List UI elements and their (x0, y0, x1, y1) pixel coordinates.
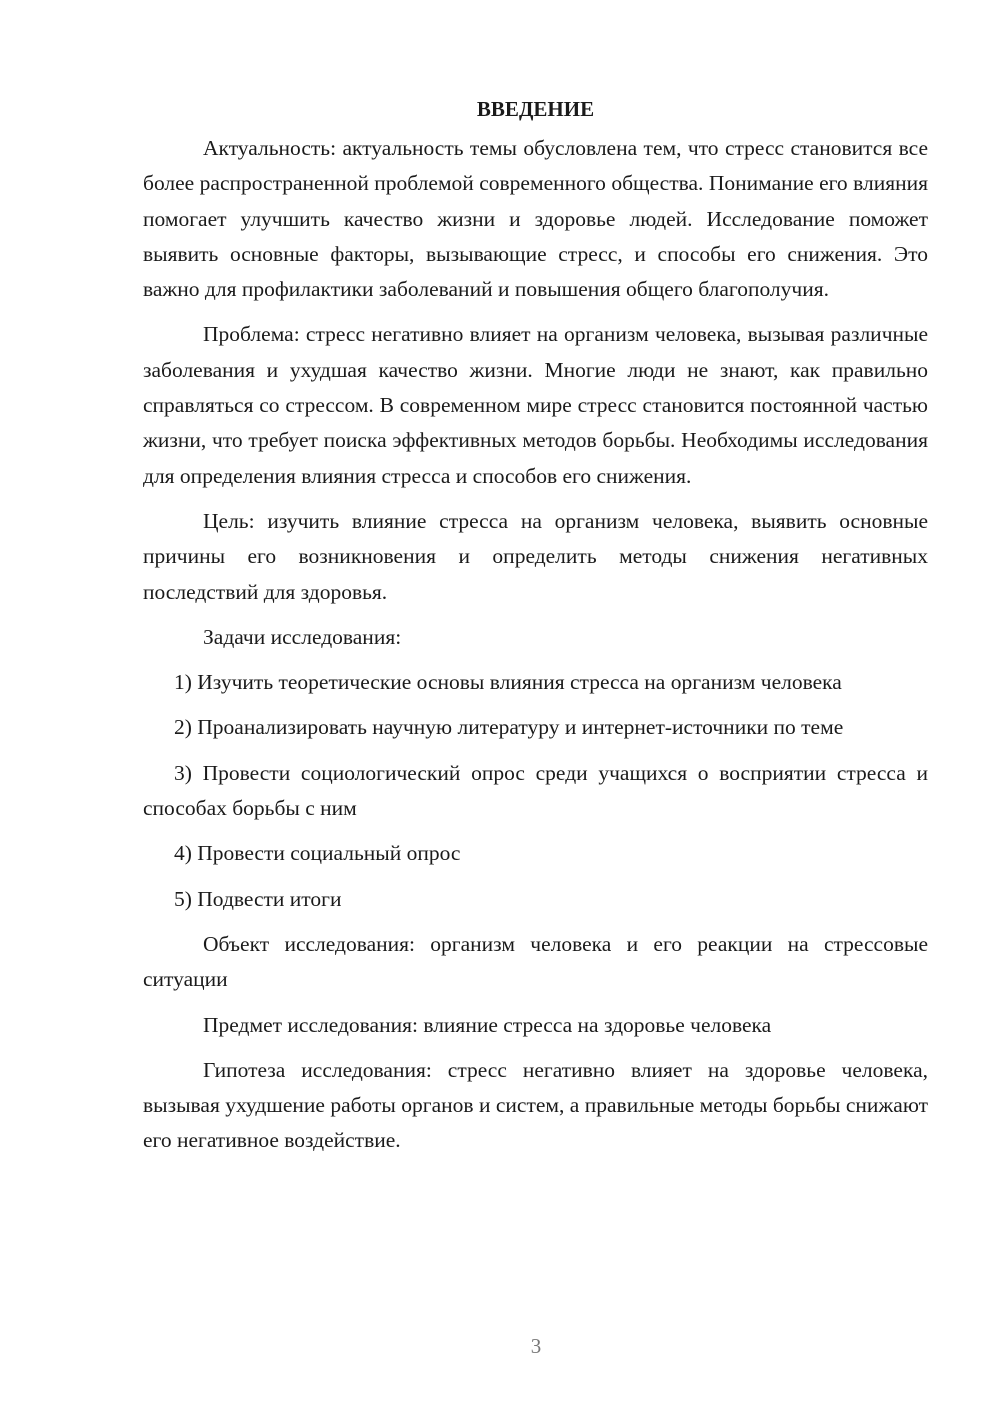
task-item-1: 1) Изучить теоретические основы влияния стресса на организм человека (174, 670, 842, 695)
relevance-paragraph: Актуальность: актуальность темы обусловлена тем, что стресс становится все более распространенной проблемой современного общества. Понимание его влияния помогает улучшить качество жизни и здоровье людей. Исследование поможет выявить основные факторы, вызывающие стресс, и способы его снижения. Это важно для профилактики заболеваний и повышения общего благополучия. (143, 136, 928, 302)
object-paragraph: Объект исследования: организм человека и его реакции на стрессовые ситуации (143, 931, 928, 992)
task-item-3: 3) Провести социологический опрос среди учащихся о восприятии стресса и способах борьбы с ним (143, 760, 928, 821)
subject-paragraph: Предмет исследования: влияние стресса на здоровье человека (203, 1012, 772, 1037)
task-item-4: 4) Провести социальный опрос (174, 841, 461, 866)
goal-paragraph: Цель: изучить влияние стресса на организм человека, выявить основные причины его возникновения и определить методы снижения негативных последствий для здоровья. (143, 508, 928, 604)
problem-paragraph: Проблема: стресс негативно влияет на организм человека, вызывая различные заболевания и ухудшая качество жизни. Многие люди не знают, как правильно справляться со стрессом. В современном мире стресс становится постоянной частью жизни, что требует поиска эффективных методов борьбы. Необходимы исследования для определения влияния стресса и способов его снижения. (143, 322, 928, 488)
task-item-5: 5) Подвести итоги (174, 886, 342, 911)
hypothesis-paragraph: Гипотеза исследования: стресс негативно влияет на здоровье человека, вызывая ухудшение работы органов и систем, а правильные методы борьбы снижают его негативное воздействие. (143, 1057, 928, 1153)
task-item-2: 2) Проанализировать научную литературу и интернет-источники по теме (174, 715, 844, 740)
tasks-heading: Задачи исследования: (203, 624, 402, 649)
page-title: ВВЕДЕНИЕ (476, 97, 595, 121)
page-number: 3 (530, 1334, 542, 1358)
page-content (143, 92, 928, 1169)
